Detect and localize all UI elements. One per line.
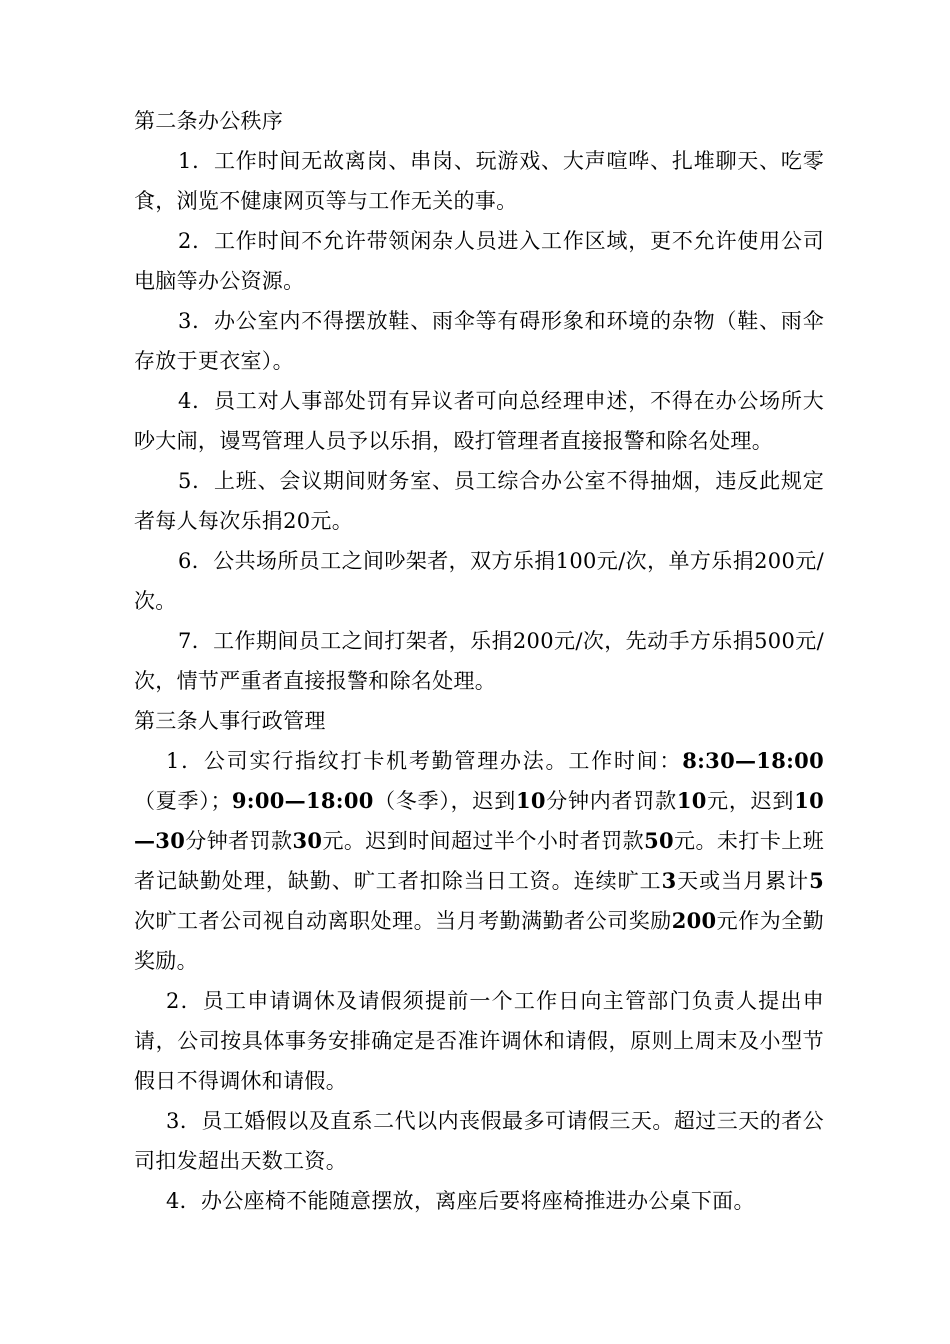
text-run: 1．公司实行指纹打卡机考勤管理办法。工作时间： — [166, 749, 683, 773]
section-2-item-2: 2．工作时间不允许带领闲杂人员进入工作区域，更不允许使用公司电脑等办公资源。 — [134, 229, 824, 293]
text-run: 元作为全勤奖励。 — [134, 909, 825, 973]
section-2-item-6: 6．公共场所员工之间吵架者，双方乐捐100元/次，单方乐捐200元/次。 — [134, 549, 824, 613]
section-2-item-1: 1．工作时间无故离岗、串岗、玩游戏、大声喧哗、扎堆聊天、吃零食，浏览不健康网页等与工作无关的事。 — [134, 149, 824, 213]
section-2-heading: 第二条办公秩序 — [134, 109, 284, 133]
bold-text-run: 10—30 — [134, 788, 825, 853]
section-3-item-2: 2．员工申请调休及请假须提前一个工作日向主管部门负责人提出申请，公司按具体事务安排确定是否准许调休和请假，原则上周末及小型节假日不得调休和请假。 — [134, 989, 824, 1093]
bold-text-run: 30 — [292, 828, 323, 853]
section-3-heading: 第三条人事行政管理 — [134, 709, 326, 733]
bold-text-run: 3 — [661, 868, 677, 893]
section-3-item-1 — [134, 741, 824, 981]
bold-text-run: 8:30—18:00 — [682, 748, 824, 773]
section-2-item-5: 5．上班、会议期间财务室、员工综合办公室不得抽烟，违反此规定者每人每次乐捐20元。 — [134, 469, 824, 533]
text-run: 天或当月累计 — [676, 869, 810, 893]
bold-text-run: 10 — [515, 788, 546, 813]
text-run: （冬季），迟到 — [373, 789, 516, 813]
section-2-item-3: 3．办公室内不得摆放鞋、雨伞等有碍形象和环境的杂物（鞋、雨伞存放于更衣室）。 — [134, 309, 824, 373]
bold-text-run: 10 — [676, 788, 707, 813]
text-run: 次旷工者公司视自动离职处理。当月考勤满勤者公司奖励 — [134, 909, 672, 933]
bold-text-run: 200 — [671, 908, 717, 933]
text-run: 元。未打卡上班者记缺勤处理，缺勤、旷工者扣除当日工资。连续旷工 — [134, 829, 824, 893]
text-run: 元。迟到时间超过半个小时者罚款 — [322, 829, 645, 853]
text-run: 元，迟到 — [706, 789, 795, 813]
bold-text-run: 50 — [644, 828, 674, 853]
section-2-item-7: 7．工作期间员工之间打架者，乐捐200元/次，先动手方乐捐500元/次，情节严重者直接报警和除名处理。 — [134, 629, 824, 693]
text-run: 分钟内者罚款 — [545, 789, 677, 813]
text-run: 分钟者罚款 — [185, 829, 293, 853]
bold-text-run: 5 — [809, 868, 824, 893]
document-page — [134, 101, 824, 1221]
section-2-item-4: 4．员工对人事部处罚有异议者可向总经理申述，不得在办公场所大吵大闹，谩骂管理人员予以乐捐，殴打管理者直接报警和除名处理。 — [134, 389, 824, 453]
section-3-item-4: 4．办公座椅不能随意摆放，离座后要将座椅推进办公桌下面。 — [166, 1189, 755, 1213]
section-3-item-3: 3．员工婚假以及直系二代以内丧假最多可请假三天。超过三天的者公司扣发超出天数工资。 — [134, 1109, 824, 1173]
bold-text-run: 9:00—18:00 — [231, 788, 374, 813]
text-run: （夏季）； — [134, 789, 232, 813]
